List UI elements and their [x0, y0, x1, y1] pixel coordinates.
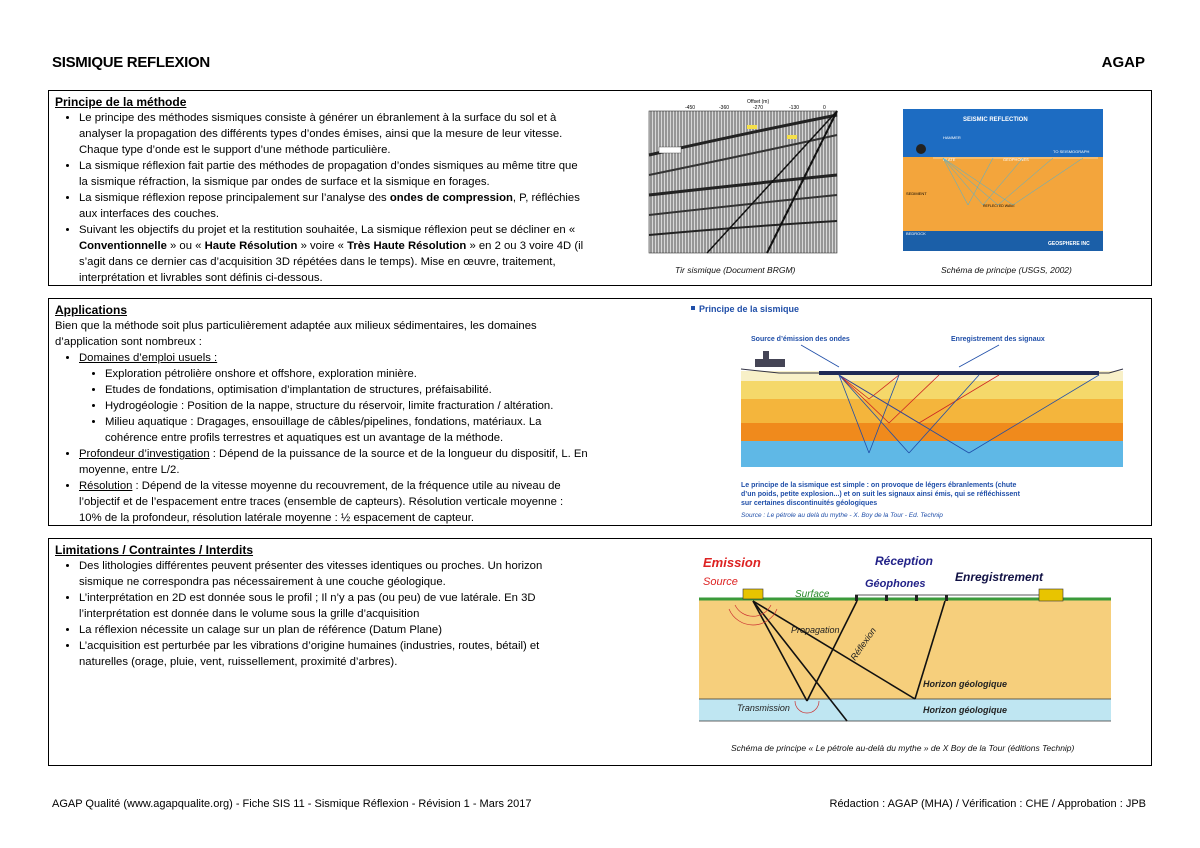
- section-limitations: [48, 538, 1152, 766]
- list-item: • La sismique réflexion repose principalement sur l’analyse des ondes de compression, P, réfléchies aux interfaces des couches.: [79, 190, 588, 222]
- list-item: • Domaines d’emploi usuels : • Exploration pétrolière onshore et offshore, exploration minière. • Etudes de fondations, optimisation d’implantation de structures, préfaisabilité. • Hydrogéologie : Position de la nappe, structure du réservoir, limite fracturation / altération. • Milieu aquatique : Dragages, ensouillage de câbles/pipelines, fondations, matériaux. La cohérence entre profils terrestres et aquatiques est un avantage de la méthode.: [79, 350, 588, 446]
- figure-label: Horizon géologique: [923, 705, 1007, 715]
- list-item: • Hydrogéologie : Position de la nappe, structure du réservoir, limite fracturation / altération.: [105, 398, 588, 414]
- domains-list: [79, 366, 588, 446]
- list-item: • L’acquisition est perturbée par les vibrations d’origine humaines (industries, routes, bétail) et naturelles (orage, pluie, vent, ruissellement, proximité d’arbres).: [79, 638, 588, 670]
- organization-name: AGAP: [1101, 54, 1145, 71]
- seismic-shot-figure: [647, 95, 869, 255]
- figure-label: Réception: [875, 554, 934, 568]
- schematic-brand: GEOSPHERE INC: [1048, 241, 1090, 247]
- schematic-label: TO SEISMOGRAPH: [1053, 149, 1090, 154]
- footer-right: Rédaction : AGAP (MHA) / Vérification : CHE / Approbation : JPB: [829, 798, 1146, 810]
- list-item: • La réflexion nécessite un calage sur un plan de référence (Datum Plane): [79, 622, 588, 638]
- tick-label: -130: [789, 105, 800, 111]
- principe-text: [55, 94, 588, 286]
- list-item: • Le principe des méthodes sismiques consiste à générer un ébranlement à la surface du sol et à analyser la propagation des différents types d’ondes émises, ainsi que la mesure de leur vitesse. Chaque type d’onde est le support d’une méthode particulière.: [79, 110, 588, 158]
- figure-caption-line: sur certaines discontinuités géologiques: [741, 500, 878, 507]
- section-title: Applications: [55, 303, 128, 317]
- list-item: • Etudes de fondations, optimisation d’implantation de structures, préfaisabilité.: [105, 382, 588, 398]
- section-title: Principe de la méthode: [55, 95, 187, 109]
- schematic-label: BEDROCK: [906, 231, 926, 236]
- applications-intro: Bien que la méthode soit plus particulièrement adaptée aux milieux sédimentaires, les domaines d’application sont nombreux :: [55, 320, 537, 348]
- figure-caption: Schéma de principe (USGS, 2002): [941, 265, 1072, 275]
- schematic-label: PLATE: [943, 157, 956, 162]
- schematic-label: HAMMER: [943, 135, 961, 140]
- figure-label: Propagation: [791, 625, 840, 635]
- list-item: • Des lithologies différentes peuvent présenter des vitesses identiques ou proches. Un horizon sismique ne correspondra pas nécessairement à une couche géologique.: [79, 558, 588, 590]
- schematic-label: REFLECTED WAVE: [983, 204, 1015, 208]
- applications-text: [55, 302, 588, 526]
- section-title: Limitations / Contraintes / Interdits: [55, 543, 254, 557]
- section-principe: [48, 90, 1152, 286]
- figure-label: Surface: [795, 589, 830, 600]
- figure-label: Géophones: [865, 578, 926, 590]
- applications-list: [55, 350, 588, 526]
- schematic-label: GEOPHONES: [1003, 157, 1029, 162]
- tick-label: 0: [823, 105, 826, 111]
- principe-sismique-figure: [689, 303, 1129, 523]
- page-title: SISMIQUE REFLEXION: [52, 54, 210, 71]
- seismic-reflection-schematic: [903, 109, 1103, 251]
- figure-label: Réflexion: [848, 625, 879, 663]
- limitations-list: [55, 558, 588, 670]
- section-applications: [48, 298, 1152, 526]
- list-item: • L’interprétation en 2D est donnée sous le profil ; Il n’y a pas (ou peu) de vue latérale. En 3D l’interprétation est donnée dans le volume sous la grille d’acquisition: [79, 590, 588, 622]
- figure-caption-line: Le principe de la sismique est simple : on provoque de légers ébranlements (chute: [741, 482, 1017, 489]
- tick-label: -450: [685, 105, 696, 111]
- tick-label: -270: [753, 105, 764, 111]
- footer-left: AGAP Qualité (www.agapqualite.org) - Fiche SIS 11 - Sismique Réflexion - Révision 1 - Mars 2017: [52, 798, 532, 810]
- figure-label: Source d’émission des ondes: [751, 336, 850, 343]
- list-item: • Exploration pétrolière onshore et offshore, exploration minière.: [105, 366, 588, 382]
- list-item: • Profondeur d’investigation : Dépend de la puissance de la source et de la longueur du dispositif, L. En moyenne, entre L/2.: [79, 446, 588, 478]
- figure-caption: Schéma de principe « Le pétrole au-delà du mythe » de X Boy de la Tour (éditions Technip): [731, 743, 1075, 753]
- emission-reception-figure: [695, 549, 1115, 745]
- figure-label: Enregistrement: [955, 570, 1044, 584]
- list-item: • Suivant les objectifs du projet et la restitution souhaitée, La sismique réflexion peut se décliner en « Conventionnelle » ou « Haute Résolution » voire « Très Haute Résolution » en 2 ou 3 voire 4D (il s’agit dans ce dernier cas d’acquisition 3D répétées dans le temps). Mise en œuvre, traitement, interprétation et livrables sont définis ci-dessous.: [79, 222, 588, 286]
- figure-label: Emission: [703, 555, 761, 570]
- figure-caption-line: d’un poids, petite explosion...) et on suit les signaux ainsi émis, qui se réfléchissent: [741, 491, 1020, 498]
- figure-label: Transmission: [737, 703, 790, 713]
- figure-title: Principe de la sismique: [699, 304, 800, 314]
- figure-label: Horizon géologique: [923, 679, 1007, 689]
- figure-label: Source: [703, 576, 738, 588]
- figure-source: Source : Le pétrole au delà du mythe - X. Boy de la Tour - Ed. Technip: [741, 512, 943, 519]
- schematic-label: SEDIMENT: [906, 191, 927, 196]
- tick-label: -360: [719, 105, 730, 111]
- list-item: • Résolution : Dépend de la vitesse moyenne du recouvrement, de la fréquence utile au niveau de l’objectif et de l’espacement entre traces (ensemble de capteurs). Résolution verticale moyenne : 10% de la profondeur, résolution latérale moyenne : ½ espacement de capteur.: [79, 478, 588, 526]
- figure-caption: Tir sismique (Document BRGM): [675, 265, 796, 275]
- figure-label: Enregistrement des signaux: [951, 336, 1045, 343]
- schematic-title: SEISMIC REFLECTION: [963, 117, 1028, 123]
- list-item: • Milieu aquatique : Dragages, ensouillage de câbles/pipelines, fondations, matériaux. La cohérence entre profils terrestres et aquatiques est un avantage de la méthode.: [105, 414, 588, 446]
- principe-list: [55, 110, 588, 286]
- limitations-text: [55, 542, 588, 670]
- offset-label: Offset (m): [747, 99, 770, 105]
- list-item: • La sismique réflexion fait partie des méthodes de propagation d’ondes sismiques au même titre que la sismique réfraction, la sismique par ondes de surface et la sismique en forages.: [79, 158, 588, 190]
